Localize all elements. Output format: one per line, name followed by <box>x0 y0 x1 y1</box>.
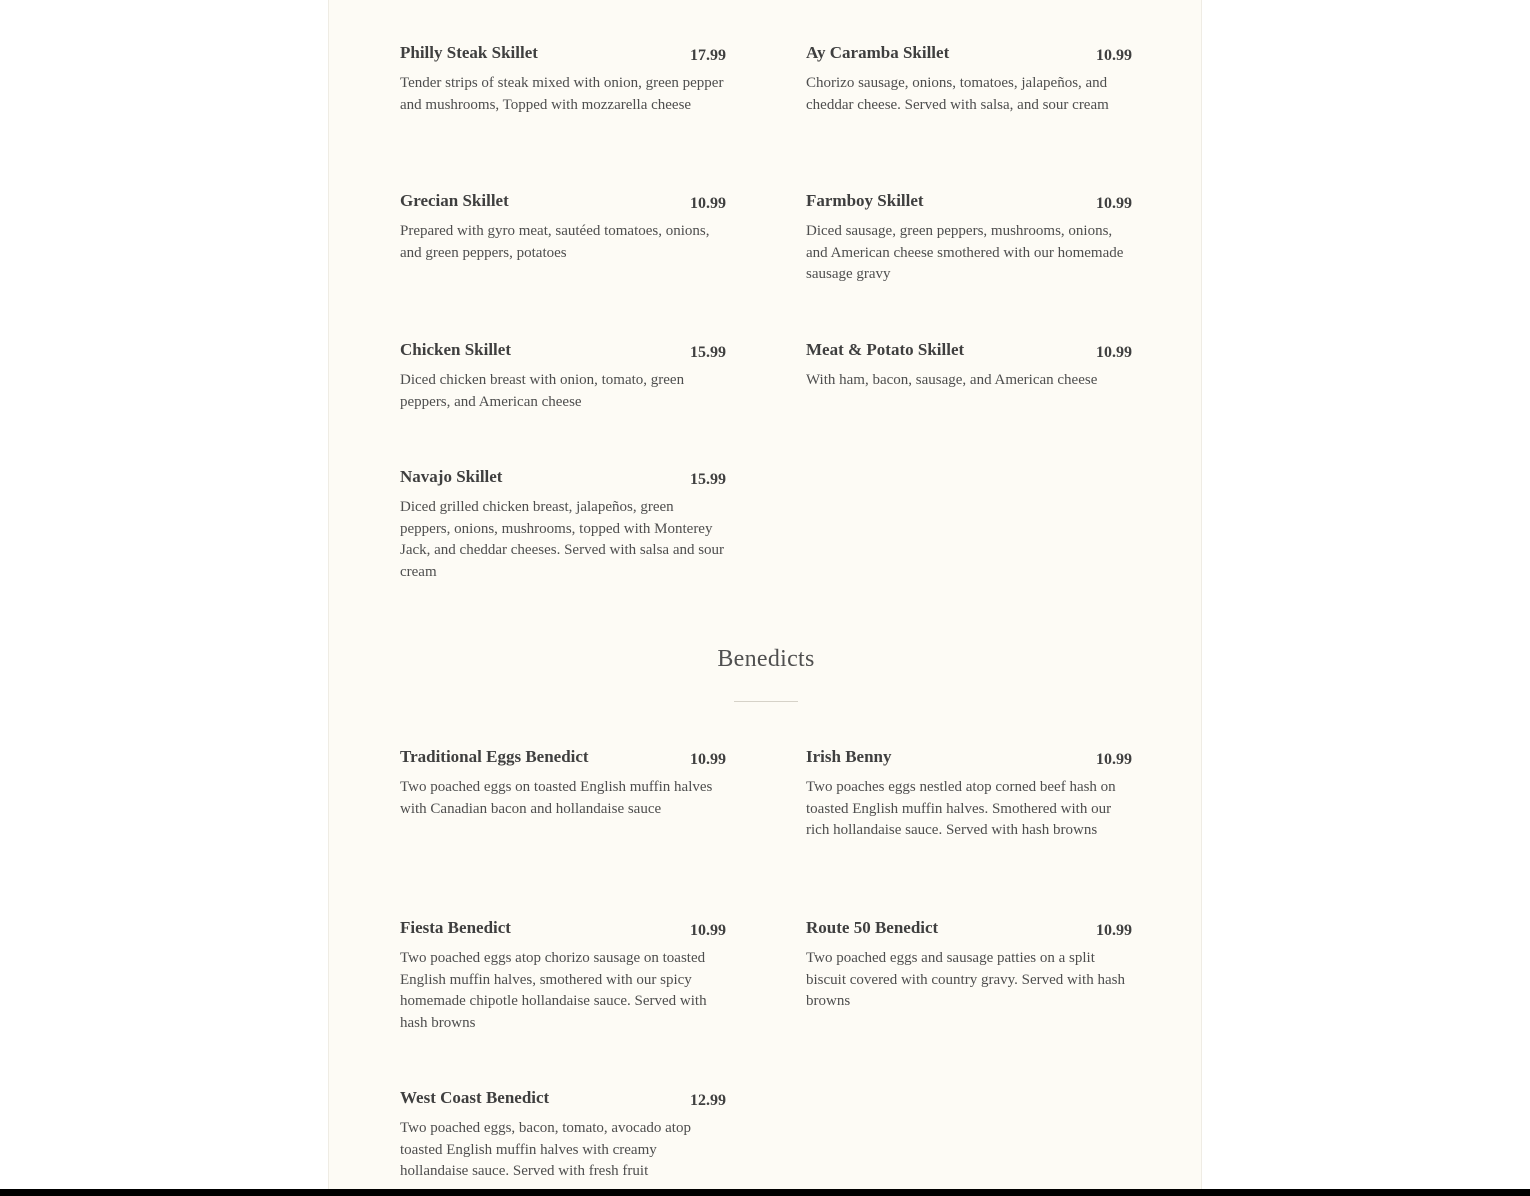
menu-item-description: Two poached eggs on toasted English muffin halves with Canadian bacon and hollandaise sauce <box>400 779 713 817</box>
menu-item-name: Ay Caramba Skillet <box>806 43 950 62</box>
menu-item-name: Traditional Eggs Benedict <box>400 747 589 766</box>
menu-item-description: Two poached eggs and sausage patties on a split biscuit covered with country gravy. Served with hash browns <box>806 950 1125 1009</box>
menu-item-price: 10.99 <box>690 922 726 939</box>
menu-item-name: Fiesta Benedict <box>400 918 511 937</box>
menu-item-price: 15.99 <box>690 471 726 488</box>
menu-item-price: 10.99 <box>690 751 726 768</box>
menu-item-price: 10.99 <box>1096 195 1132 212</box>
menu-item-price: 12.99 <box>690 1092 726 1109</box>
menu-item-description: Two poached eggs, bacon, tomato, avocado atop toasted English muffin halves with creamy hollandaise sauce. Served with fresh fruit <box>400 1120 691 1179</box>
menu-item-name: Grecian Skillet <box>400 191 509 210</box>
menu-item-description: Diced grilled chicken breast, jalapeños, green peppers, onions, mushrooms, topped with Monterey Jack, and cheddar cheeses. Served with salsa and sour cream <box>400 499 725 580</box>
menu-item-name: Meat & Potato Skillet <box>806 340 965 359</box>
menu-item-price: 10.99 <box>1096 47 1132 64</box>
section-divider <box>734 701 798 702</box>
menu-item-name: Route 50 Benedict <box>806 918 939 937</box>
menu-item-description: Tender strips of steak mixed with onion, green pepper and mushrooms, Topped with mozzarella cheese <box>400 75 724 113</box>
menu-item-description: Two poaches eggs nestled atop corned beef hash on toasted English muffin halves. Smothered with our rich hollandaise sauce. Served with hash browns <box>806 779 1116 838</box>
menu-item-description: Two poached eggs atop chorizo sausage on toasted English muffin halves, smothered with our spicy homemade chipotle hollandaise sauce. Served with hash browns <box>400 950 707 1031</box>
window-bottom-edge <box>0 1189 1530 1196</box>
menu-item-name: Chicken Skillet <box>400 340 511 359</box>
menu-panel <box>328 0 1202 1189</box>
menu-item-name: Irish Benny <box>806 747 892 766</box>
menu-item-price: 10.99 <box>690 195 726 212</box>
menu-item-description: Chorizo sausage, onions, tomatoes, jalapeños, and cheddar cheese. Served with salsa, and sour cream <box>806 75 1109 113</box>
menu-item-description: With ham, bacon, sausage, and American cheese <box>806 372 1098 388</box>
menu-item-description: Diced sausage, green peppers, mushrooms, onions, and American cheese smothered with our homemade sausage gravy <box>806 223 1124 282</box>
menu-item-name: Farmboy Skillet <box>806 191 924 210</box>
section-title-benedicts: Benedicts <box>717 646 815 672</box>
menu-item-price: 10.99 <box>1096 922 1132 939</box>
menu-item-price: 17.99 <box>690 47 726 64</box>
menu-item-price: 10.99 <box>1096 344 1132 361</box>
menu-item-description: Diced chicken breast with onion, tomato, green peppers, and American cheese <box>400 372 685 410</box>
menu-item-name: Philly Steak Skillet <box>400 43 538 62</box>
menu-item-description: Prepared with gyro meat, sautéed tomatoes, onions, and green peppers, potatoes <box>400 223 710 261</box>
menu-item-price: 15.99 <box>690 344 726 361</box>
menu-item-name: Navajo Skillet <box>400 467 503 486</box>
menu-item-price: 10.99 <box>1096 751 1132 768</box>
menu-item-name: West Coast Benedict <box>400 1088 550 1107</box>
